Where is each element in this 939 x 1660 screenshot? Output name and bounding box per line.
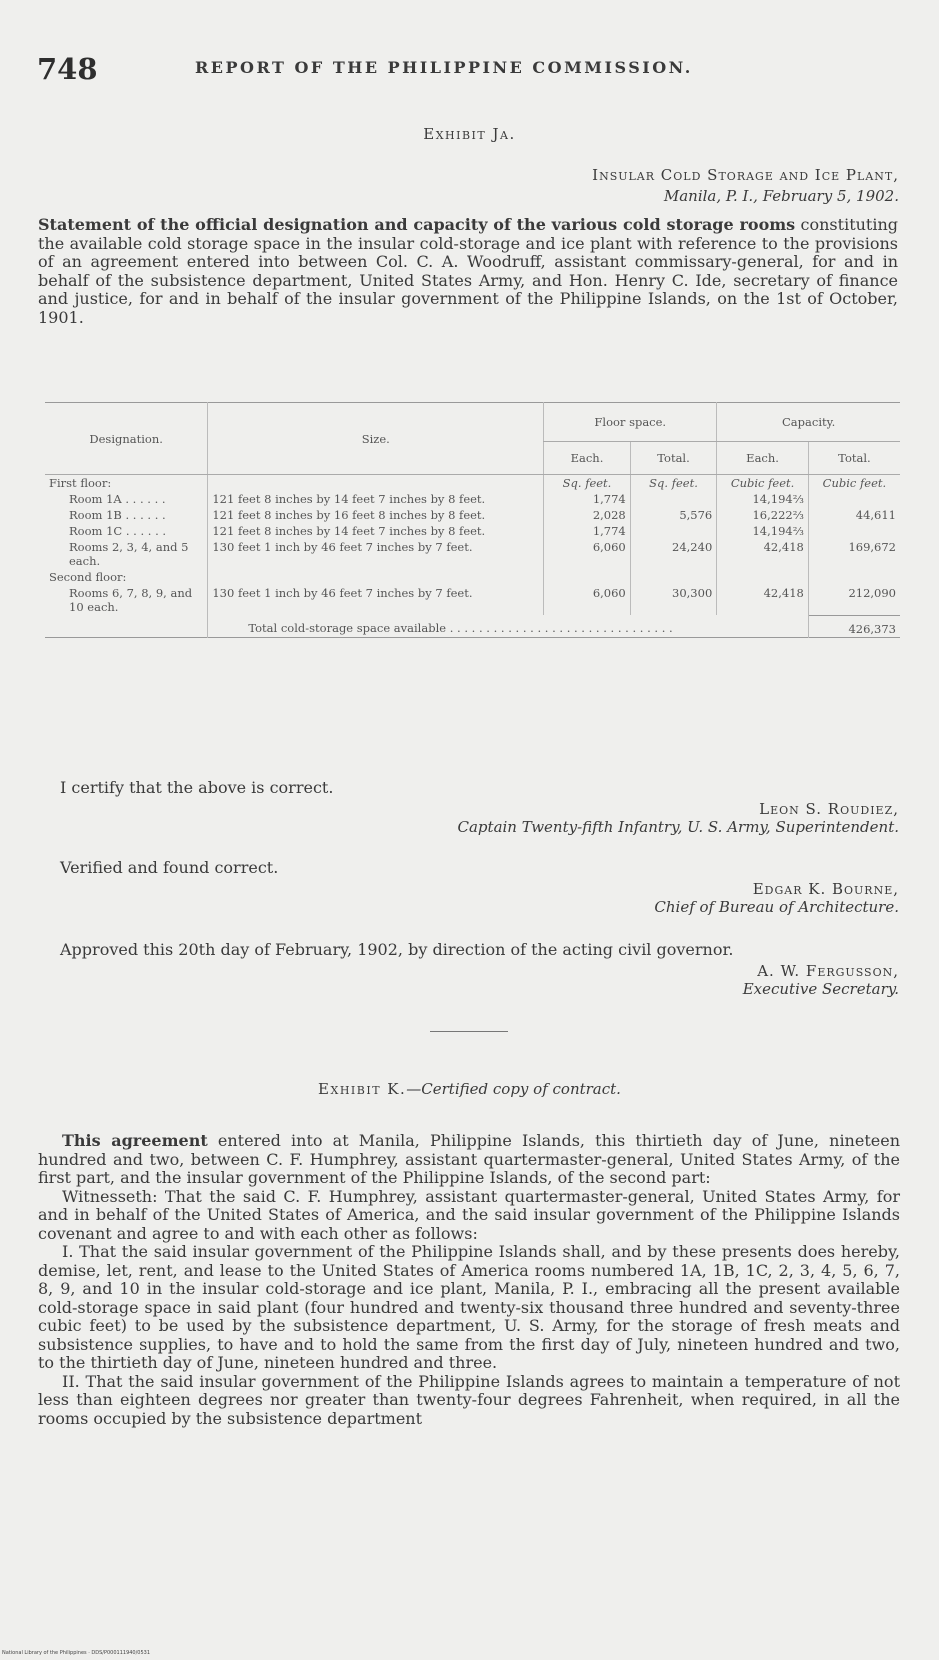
signatory-name: A. W. Fergusson, [757, 962, 899, 980]
row-designation: Room 1B . . . . . . [69, 508, 166, 522]
header-designation: Designation. [45, 403, 208, 475]
row-floor-total: 5,576 [630, 491, 717, 539]
row-designation: Rooms 2, 3, 4, and 5 each. [69, 540, 189, 568]
exhibit-ja-title: Exhibit Ja. [423, 125, 516, 143]
unit-sq-feet: Sq. feet. [630, 475, 717, 492]
verified-text: Verified and found correct. [60, 858, 279, 877]
contract-paragraph: I. That the said insular government of the Philippine Islands shall, and by these presents does hereby, demise, let, rent, and lease to the United States of America rooms numbered 1A, 1B, 1C, 2, 3, 4, 5, 6, 7, 8, 9, and 10 in the insular cold-storage and ice plant, Manila, P. I., embracing all the present available cold-storage space in said plant (four hundred and twenty-six thousand three hundred and seventy-three cubic feet) to be used by the subsistence department, U. S. Army, for the storage of fresh meats and subsistence supplies, to have and to hold the same from the first day of July, nineteen hundred and two, to the thirtieth day of June, nineteen hundred and three. [38, 1242, 900, 1372]
table-row [45, 507, 900, 523]
header-floor-space: Floor space. [544, 403, 717, 442]
exhibit-k-title: Exhibit K. [318, 1080, 407, 1098]
table-row [45, 585, 900, 615]
table-total-row [45, 615, 900, 637]
row-capacity-total: 212,090 [808, 585, 900, 615]
header-capacity-each: Each. [717, 442, 809, 475]
row-designation: Room 1A . . . . . . [69, 492, 166, 506]
running-head: REPORT OF THE PHILIPPINE COMMISSION. [195, 58, 693, 77]
statement-lead: Statement of the official designation and capacity of the various cold storage rooms [38, 215, 796, 234]
page-header [37, 52, 899, 86]
dateline-place-date: Manila, P. I., February 5, 1902. [663, 187, 899, 205]
row-capacity-total: 44,611 [808, 491, 900, 539]
row-floor-total: 24,240 [630, 539, 717, 569]
exhibit-k-heading [0, 1080, 939, 1098]
row-floor-each: 1,774 [544, 491, 631, 507]
row-capacity-each: 14,194⅔ [717, 523, 809, 539]
contract-text [38, 1132, 900, 1428]
table-row [45, 475, 900, 492]
certify-text: I certify that the above is correct. [60, 778, 334, 797]
statement-rest: constituting the available cold storage space in the insular cold-storage and ice plant with reference to the provisions of an agreement entered into between Col. C. A. Woodruff, assistant commissary-general, for and in behalf of the subsistence department, United States Army, and Hon. Henry C. Ide, secretary of finance and justice, for and in behalf of the insular government of the Philippine Islands, on the 1st of October, 1901. [38, 215, 899, 327]
total-value: 426,373 [808, 615, 900, 637]
row-capacity-each: 14,194⅔ [717, 491, 809, 507]
header-capacity: Capacity. [717, 403, 900, 442]
contract-paragraph [38, 1132, 900, 1188]
row-floor-each: 1,774 [544, 523, 631, 539]
row-size: 130 feet 1 inch by 46 feet 7 inches by 7 feet. [208, 585, 544, 615]
table-row [45, 569, 900, 585]
row-designation: Rooms 6, 7, 8, 9, and 10 each. [69, 586, 193, 614]
row-floor-each: 6,060 [544, 585, 631, 615]
signature-block-3 [743, 962, 899, 998]
capacity-table [45, 402, 900, 650]
contract-paragraph: Witnesseth: That the said C. F. Humphrey, assistant quartermaster-general, United States Army, for and in behalf of the United States of America, and the said insular government of the Philippine Islands covenant and agree to and with each other as follows: [38, 1186, 900, 1243]
dateline-institution: Insular Cold Storage and Ice Plant, [592, 166, 899, 184]
page-number: 748 [37, 52, 98, 86]
signature-block-2 [654, 880, 899, 916]
first-floor-label: First floor: [49, 476, 112, 490]
row-size: 121 feet 8 inches by 14 feet 7 inches by 8 feet. [208, 523, 544, 539]
row-floor-each: 2,028 [544, 507, 631, 523]
contract-paragraph: II. That the said insular government of the Philippine Islands agrees to maintain a temperature of not less than eighteen degrees nor greater than twenty-four degrees Fahrenheit, when required, in all the rooms occupied by the subsistence department [38, 1371, 900, 1428]
scan-credit: National Library of the Philippines · DDS/P000111940/0531 [2, 1650, 151, 1656]
row-size: 130 feet 1 inch by 46 feet 7 inches by 7 feet. [208, 539, 544, 569]
paragraph-text: entered into at Manila, Philippine Islands, this thirtieth day of June, nineteen hundred and two, between C. F. Humphrey, assistant quartermaster-general, United States Army, of the first part, and the insular government of the Philippine Islands, of the second part: [38, 1131, 901, 1187]
row-capacity-each: 16,222⅔ [717, 507, 809, 523]
row-floor-total: 30,300 [630, 585, 717, 615]
row-designation: Room 1C . . . . . . [69, 524, 167, 538]
table-row [45, 539, 900, 569]
row-floor-each: 6,060 [544, 539, 631, 569]
signatory-title: Chief of Bureau of Architecture. [654, 898, 899, 916]
row-size: 121 feet 8 inches by 14 feet 7 inches by 8 feet. [208, 491, 544, 507]
statement-paragraph [38, 216, 898, 328]
section-divider [430, 1031, 508, 1032]
row-capacity-each: 42,418 [717, 585, 809, 615]
row-size: 121 feet 8 inches by 16 feet 8 inches by 8 feet. [208, 507, 544, 523]
exhibit-k-subtitle: —Certified copy of contract. [406, 1080, 621, 1098]
unit-cubic-feet: Cubic feet. [808, 475, 900, 492]
row-capacity-total: 169,672 [808, 539, 900, 569]
signatory-title: Captain Twenty-fifth Infantry, U. S. Army, Superintendent. [457, 818, 899, 836]
signatory-name: Edgar K. Bourne, [752, 880, 899, 898]
table-row [45, 523, 900, 539]
row-capacity-each: 42,418 [717, 539, 809, 569]
total-label: Total cold-storage space available . . . . . . . . . . . . . . . . . . . . . . . . . . . . . . . [208, 615, 809, 637]
unit-cubic-feet: Cubic feet. [717, 475, 809, 492]
approved-text: Approved this 20th day of February, 1902, by direction of the acting civil governor. [60, 940, 734, 959]
second-floor-label: Second floor: [49, 570, 127, 584]
header-floor-each: Each. [544, 442, 631, 475]
header-size: Size. [208, 403, 544, 475]
header-floor-total: Total. [630, 442, 717, 475]
paragraph-lead: This agreement [62, 1131, 208, 1150]
signatory-name: Leon S. Roudiez, [759, 800, 899, 818]
signatory-title: Executive Secretary. [742, 980, 899, 998]
table-row [45, 491, 900, 507]
signature-block-1 [458, 800, 899, 836]
header-capacity-total: Total. [808, 442, 900, 475]
unit-sq-feet: Sq. feet. [544, 475, 631, 492]
